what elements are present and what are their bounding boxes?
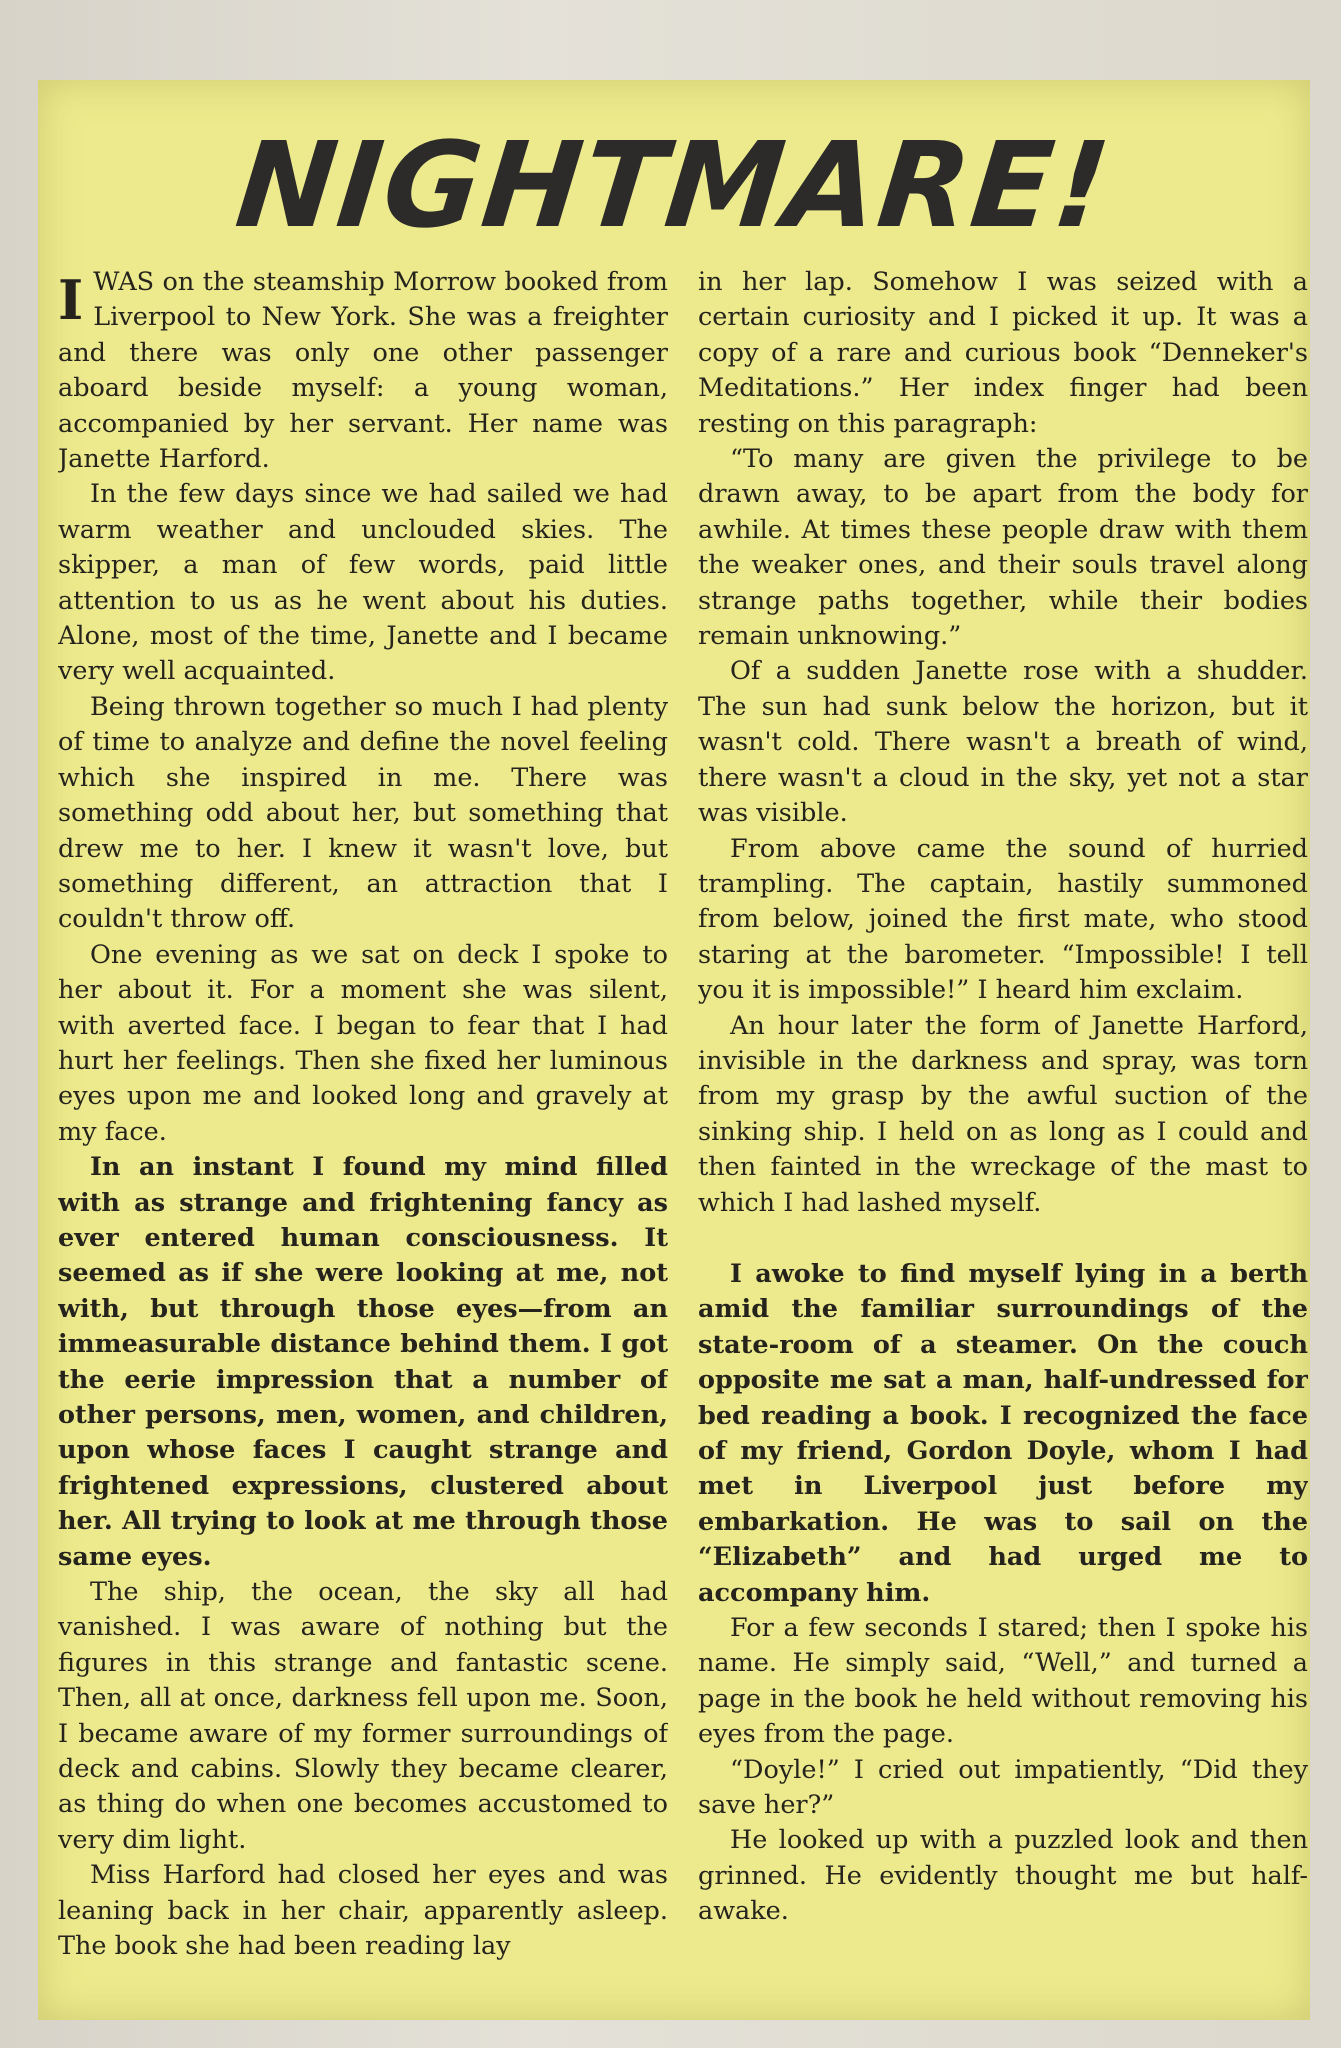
drop-cap: I — [58, 268, 84, 332]
story-panel — [38, 80, 1310, 2020]
paragraph-1-text: WAS on the steamship Morrow booked from Liverpool to New York. She was a freighter and there was only one other passenger aboard beside myself: a young woman, accompanied by her servant. Her name was Janette Harford. — [58, 267, 668, 475]
paragraph-4: One evening as we sat on deck I spoke to her about it. For a moment she was silent, with averted face. I began to fear that I had hurt her feelings. Then she fixed her luminous eyes upon me and looked long and gravely at my face. — [58, 939, 668, 1147]
paragraph-6: The ship, the ocean, the sky all had vanished. I was aware of nothing but the figures in this strange and fantastic scene. Then, all at once, darkness fell upon me. Soon, I became aware of my former surroundings of deck and cabins. Slowly they became clearer, as thing do when one becomes accustomed to very dim light. — [58, 1577, 668, 1855]
paragraph-2: In the few days since we had sailed we had warm weather and unclouded skies. The skipper, a man of few words, paid little attention to us as he went about his duties. Alone, most of the time, Janette and I became very well acquainted. — [58, 479, 668, 687]
paragraph-16: He looked up with a puzzled look and then grinned. He evidently thought me but half-awake. — [698, 1825, 1308, 1927]
paragraph-3: Being thrown together so much I had plenty of time to analyze and define the novel feeling which she inspired in me. There was something odd about her, but something that drew me to her. I knew it wasn't love, but something different, an attraction that I couldn't throw off. — [58, 691, 668, 935]
paragraph-14: For a few seconds I stared; then I spoke his name. He simply said, “Well,” and turned a page in the book he held without removing his eyes from the page. — [698, 1613, 1308, 1750]
paragraph-9: “To many are given the privilege to be drawn away, to be apart from the body for awhile. At times these people draw with them the weaker ones, and their souls travel along strange paths together, while their bodies remain unknowing.” — [698, 444, 1308, 652]
right-column — [698, 265, 1308, 1975]
paragraph-10: Of a sudden Janette rose with a shudder. The sun had sunk below the horizon, but it wasn't cold. There wasn't a breath of wind, there wasn't a cloud in the sky, yet not a star was visible. — [698, 656, 1308, 829]
paragraph-7: Miss Harford had closed her eyes and was leaning back in her chair, apparently asleep. The book she had been reading lay — [58, 1860, 668, 1962]
paragraph-12: An hour later the form of Janette Harford, invisible in the darkness and spray, was torn from my grasp by the awful suction of the sinking ship. I held on as long as I could and then fainted in the wreckage of the mast to which I had lashed myself. — [698, 1010, 1308, 1218]
paragraph-5: In an instant I found my mind filled with as strange and frightening fancy as ever entered human consciousness. It seemed as if she were looking at me, not with, but through those eyes—from an immeasurable distance behind them. I got the eerie impression that a number of other persons, men, women, and children, upon whose faces I caught strange and frightened expressions, clustered about her. All trying to look at me through those same eyes. — [58, 1152, 668, 1572]
paragraph-13: I awoke to find myself lying in a berth amid the familiar surroundings of the state-room of a steamer. On the couch opposite me sat a man, half-undressed for bed reading a book. I recognized the face of my friend, Gordon Doyle, whom I had met in Liverpool just before my embarkation. He was to sail on the “Elizabeth” and had urged me to accompany him. — [698, 1258, 1308, 1608]
paragraph-1 — [58, 265, 668, 477]
left-column — [58, 265, 668, 1975]
paragraph-11: From above came the sound of hurried trampling. The captain, hastily summoned from below, joined the first mate, who stood staring at the barometer. “Impossible! I tell you it is impossible!” I heard him exclaim. — [698, 833, 1308, 1006]
paragraph-15: “Doyle!” I cried out impatiently, “Did they save her?” — [698, 1754, 1308, 1821]
story-title: NIGHTMARE! — [230, 116, 1118, 254]
paragraph-8: in her lap. Somehow I was seized with a certain curiosity and I picked it up. It was a copy of a rare and curious book “Denneker's Meditations.” Her index finger had been resting on this paragraph: — [698, 267, 1308, 439]
